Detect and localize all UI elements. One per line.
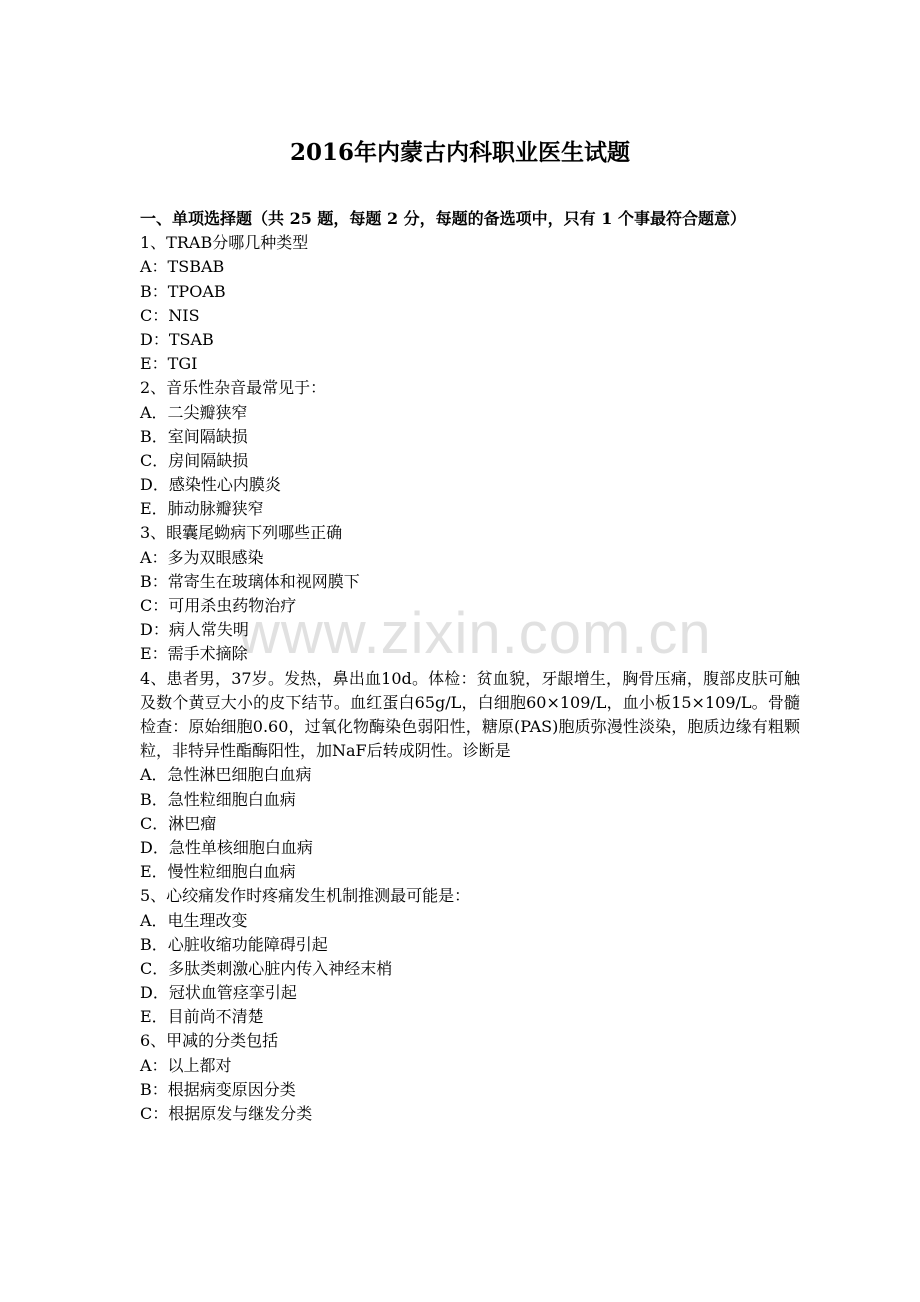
answer-option: A：TSBAB (140, 257, 225, 277)
question-3 (140, 521, 800, 666)
answer-option: E：TGI (140, 354, 198, 374)
answer-option: D．感染性心内膜炎 (140, 475, 281, 495)
document-body (140, 207, 800, 1126)
question-stem: 5、心绞痛发作时疼痛发生机制推测最可能是： (140, 886, 471, 906)
question-stem: 1、TRAB分哪几种类型 (140, 233, 309, 253)
answer-option: C：根据原发与继发分类 (140, 1104, 313, 1124)
question-4 (140, 667, 800, 885)
answer-option: B：根据病变原因分类 (140, 1079, 296, 1099)
answer-option: A．电生理改变 (140, 910, 248, 930)
answer-option: B：TPOAB (140, 281, 226, 301)
answer-option: E．肺动脉瓣狭窄 (140, 499, 264, 519)
question-stem: 3、眼囊尾蚴病下列哪些正确 (140, 523, 343, 543)
question-stem: 4、患者男，37岁。发热，鼻出血10d。体检：贫血貌，牙龈增生，胸骨压痛，腹部皮肤可触及数个黄豆大小的皮下结节。血红蛋白65g/L，白细胞60×109/L，血小板15×109/L。骨髓检查：原始细胞0.60，过氧化物酶染色弱阳性，糖原(PAS)胞质弥漫性淡染，胞质边缘有粗颗粒，非特异性酯酶阳性，加NaF后转成阴性。诊断是 (140, 668, 800, 761)
question-5 (140, 884, 800, 1029)
answer-option: A：多为双眼感染 (140, 547, 264, 567)
document-title: 2016年内蒙古内科职业医生试题 (289, 139, 630, 166)
answer-option: C．房间隔缺损 (140, 450, 249, 470)
answer-option: B．心脏收缩功能障碍引起 (140, 934, 328, 954)
answer-option: D：病人常失明 (140, 620, 249, 640)
answer-option: C．淋巴瘤 (140, 813, 217, 833)
answer-option: C：可用杀虫药物治疗 (140, 596, 297, 616)
answer-option: A：以上都对 (140, 1055, 232, 1075)
question-6 (140, 1029, 800, 1126)
answer-option: D：TSAB (140, 329, 214, 349)
question-stem: 6、甲减的分类包括 (140, 1031, 279, 1051)
watermark: www.zixin.com.cn (238, 601, 712, 666)
answer-option: B．室间隔缺损 (140, 426, 248, 446)
answer-option: E：需手术摘除 (140, 644, 248, 664)
answer-option: A．急性淋巴细胞白血病 (140, 765, 312, 785)
answer-option: C．多肽类刺激心脏内传入神经末梢 (140, 958, 393, 978)
section-heading: 一、单项选择题（共 25 题，每题 2 分，每题的备选项中，只有 1 个事最符合题意） (140, 209, 746, 228)
question-2 (140, 376, 800, 521)
answer-option: D．急性单核细胞白血病 (140, 837, 313, 857)
question-stem: 2、音乐性杂音最常见于： (140, 378, 327, 398)
answer-option: D．冠状血管痉挛引起 (140, 983, 297, 1003)
answer-option: E．目前尚不清楚 (140, 1007, 264, 1027)
answer-option: B．急性粒细胞白血病 (140, 789, 296, 809)
question-1 (140, 231, 800, 376)
answer-option: C：NIS (140, 305, 200, 325)
answer-option: A．二尖瓣狭窄 (140, 402, 248, 422)
answer-option: B：常寄生在玻璃体和视网膜下 (140, 571, 360, 591)
answer-option: E．慢性粒细胞白血病 (140, 862, 296, 882)
